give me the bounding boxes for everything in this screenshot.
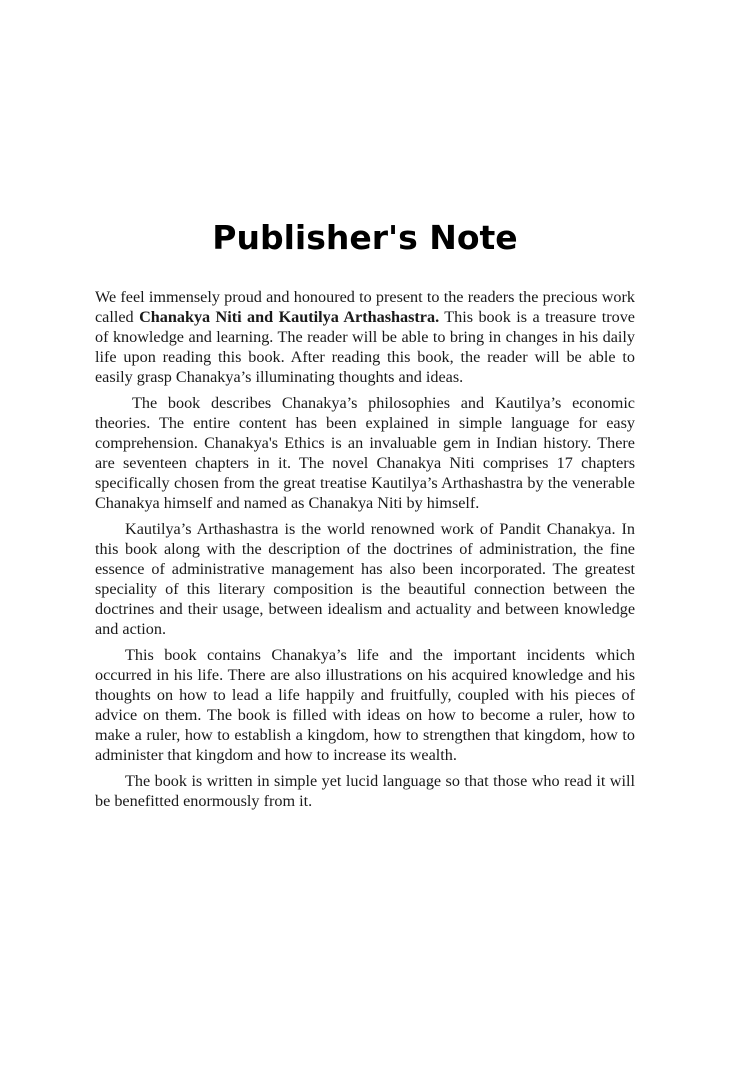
paragraph-1-text-end: This book is a treasure trove of knowledge and learning. The reader will be able to bring in changes in his daily life upon reading this book. After reading this book, the reader will be able to easily grasp Chanakya’s illuminating thoughts and ideas. xyxy=(95,308,635,386)
paragraph-1 xyxy=(95,287,635,387)
paragraph-3: Kautilya’s Arthashastra is the world renowned work of Pandit Chanakya. In this book along with the description of the doctrines of administration, the fine essence of administrative management has also been incorporated. The greatest speciality of this literary composition is the beautiful connection between the doctrines and their usage, between idealism and actuality and between knowledge and action. xyxy=(95,520,635,638)
paragraph-4: This book contains Chanakya’s life and the important incidents which occurred in his life. There are also illustrations on his acquired knowledge and his thoughts on how to lead a life happily and fruitfully, coupled with his pieces of advice on them. The book is filled with ideas on how to become a ruler, how to make a ruler, how to establish a kingdom, how to strengthen that kingdom, how to administer that kingdom and how to increase its wealth. xyxy=(95,646,635,764)
body-text xyxy=(95,287,635,817)
paragraph-5: The book is written in simple yet lucid language so that those who read it will be benefitted enormously from it. xyxy=(95,772,635,810)
paragraph-2: The book describes Chanakya’s philosophies and Kautilya’s economic theories. The entire content has been explained in simple language for easy comprehension. Chanakya's Ethics is an invaluable gem in Indian history. There are seventeen chapters in it. The novel Chanakya Niti comprises 17 chapters specifically chosen from the great treatise Kautilya’s Arthashastra by the venerable Chanakya himself and named as Chanakya Niti by himself. xyxy=(95,394,635,512)
page-title: Publisher's Note xyxy=(212,218,518,257)
paragraph-1-text-start: We feel immensely proud and honoured to present to the readers the precious work called xyxy=(95,288,635,326)
book-title-bold: Chanakya Niti and Kautilya Arthashastra. xyxy=(139,308,440,326)
